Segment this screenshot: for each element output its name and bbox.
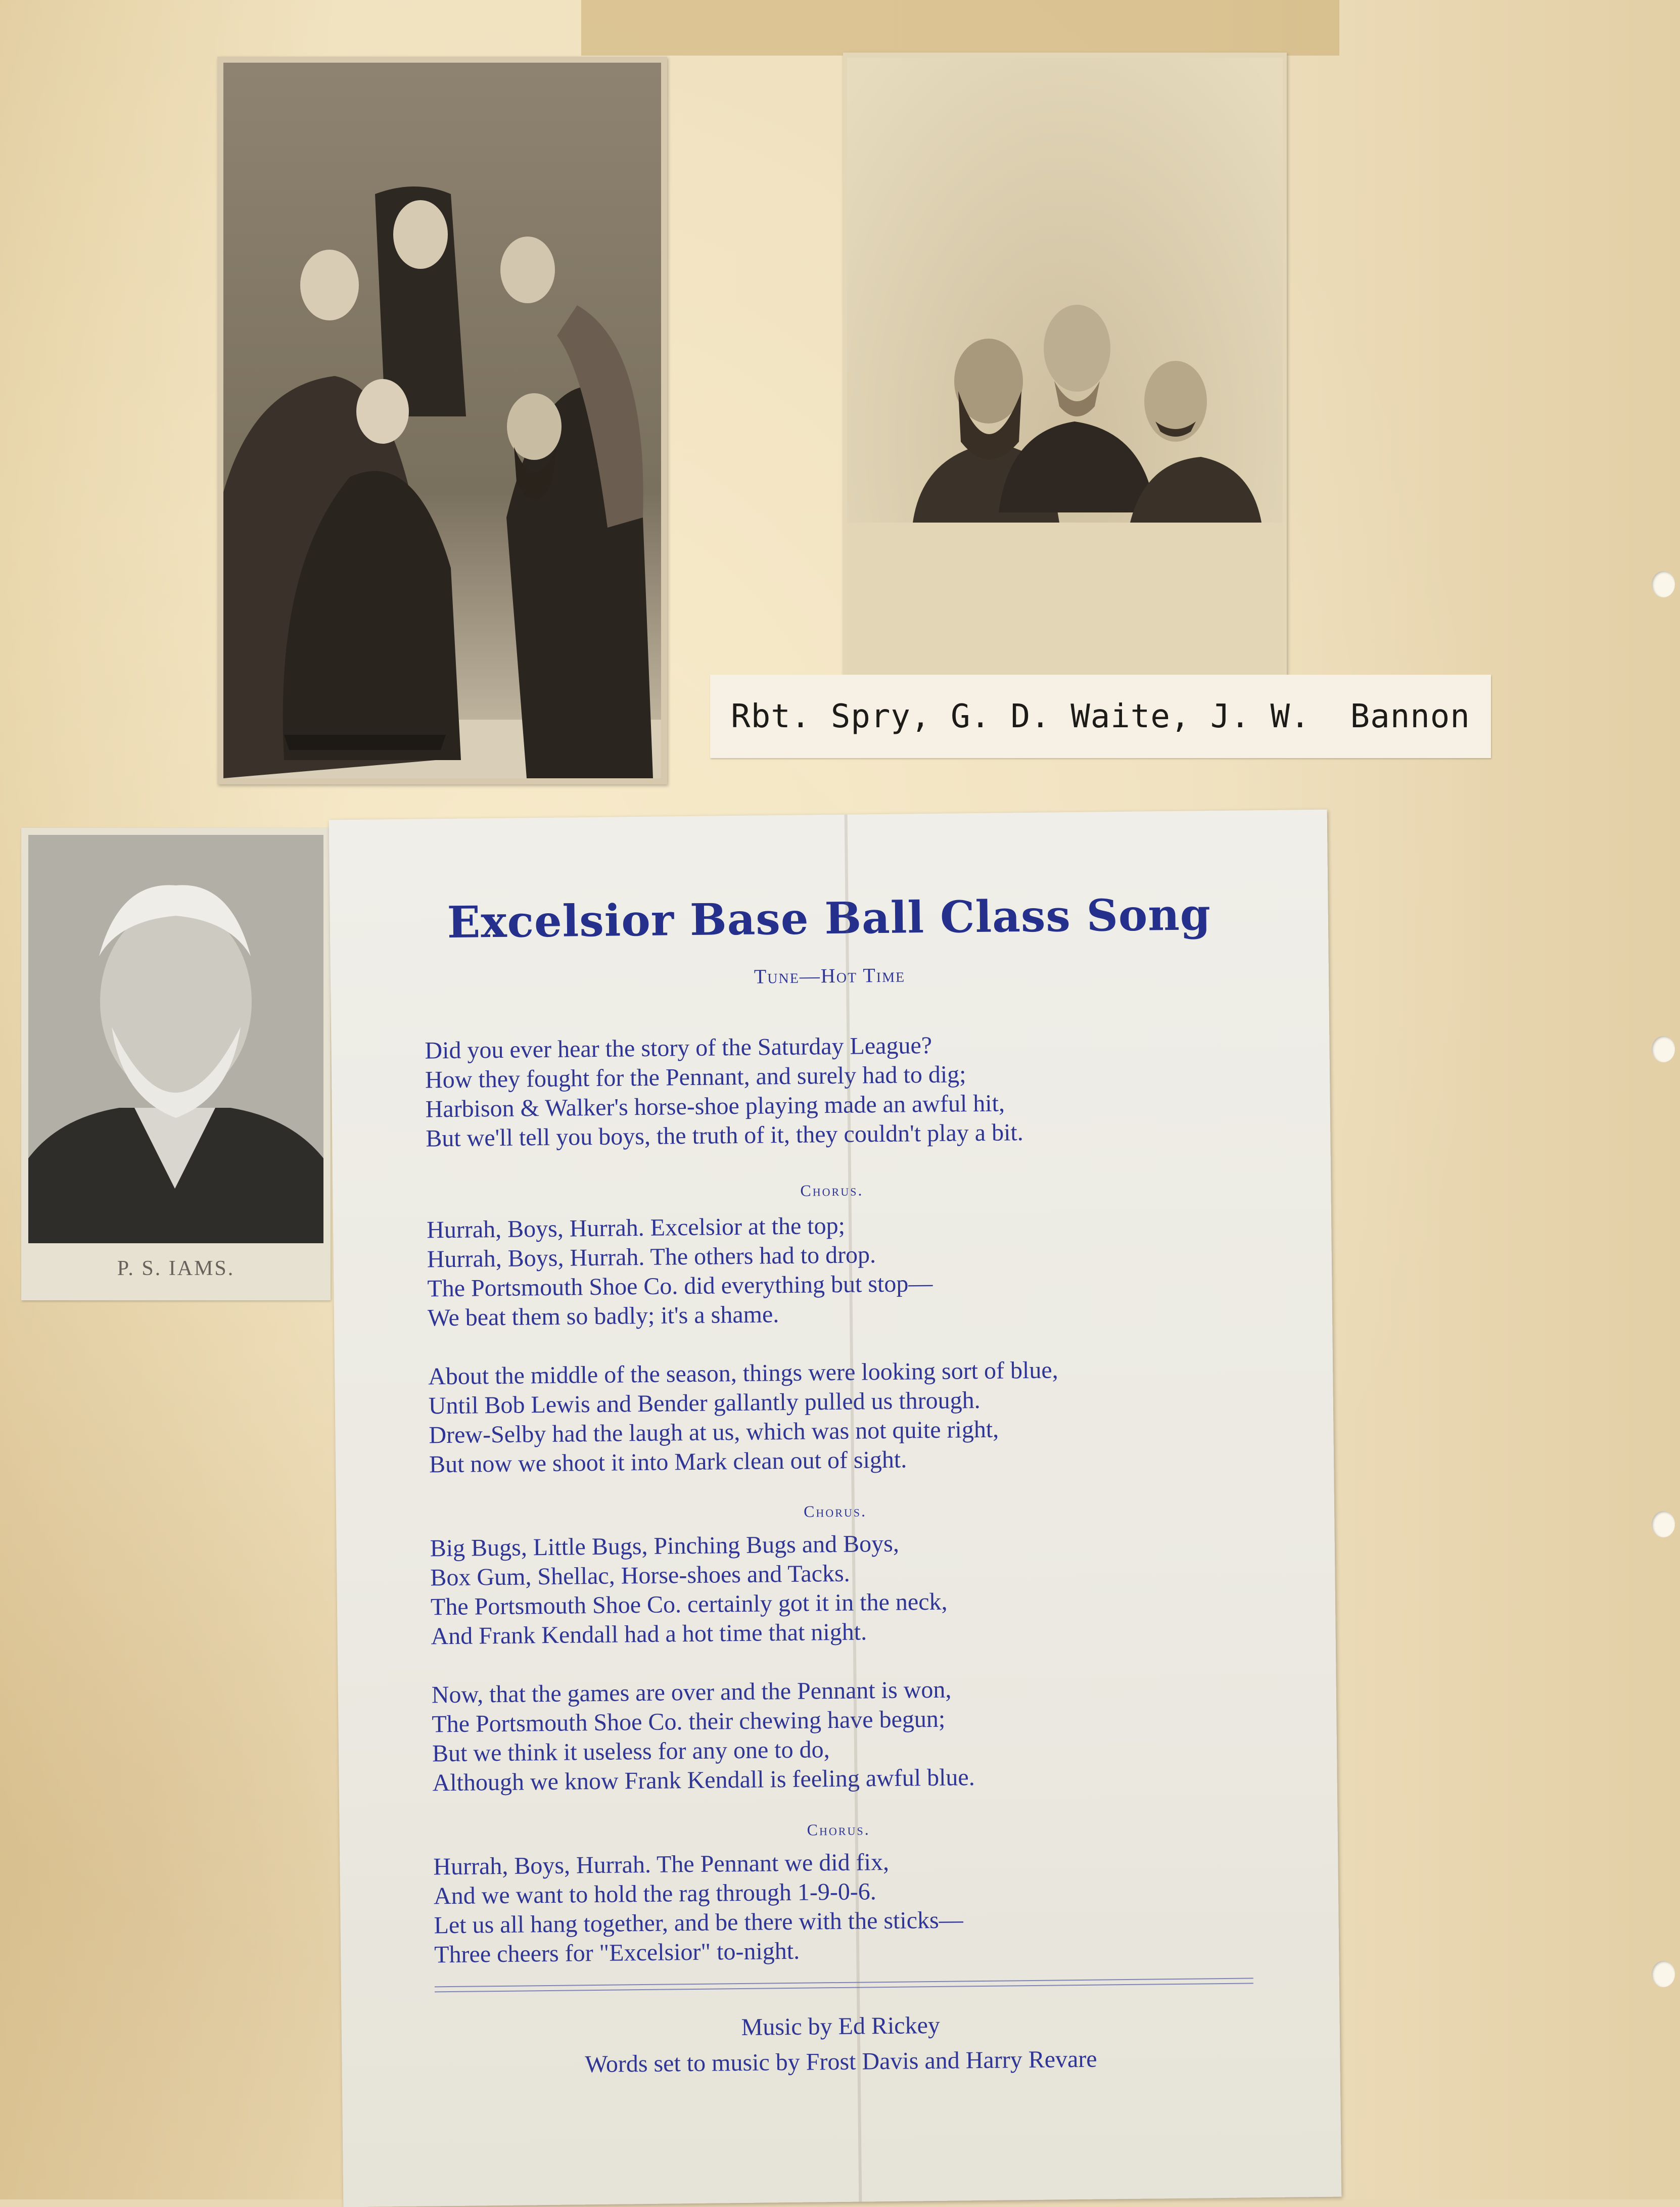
song-tune: Tune—Hot Time xyxy=(754,963,906,988)
verse-line: But we think it useless for any one to do, xyxy=(432,1736,830,1767)
words-credit: Words set to music by Frost Davis and Harry Revare xyxy=(585,2045,1097,2078)
verse-line: The Portsmouth Shoe Co. their chewing have begun; xyxy=(432,1705,946,1738)
verse-line: The Portsmouth Shoe Co. did everything but stop— xyxy=(427,1270,933,1302)
verse-line: But we'll tell you boys, the truth of it, they couldn't play a bit. xyxy=(426,1119,1023,1152)
photo-caption-text: Rbt. Spry, G. D. Waite, J. W. Bannon xyxy=(731,697,1470,735)
verse-line: Drew-Selby had the laugh at us, which was not quite right, xyxy=(429,1416,999,1449)
three-men-photo-frame xyxy=(843,53,1287,753)
portrait-caption: P. S. IAMS. xyxy=(117,1257,235,1280)
chorus-label: Chorus. xyxy=(803,1501,867,1521)
song-title: Excelsior Base Ball Class Song xyxy=(447,889,1211,948)
chorus-1 xyxy=(427,1207,1262,1333)
paper-stain xyxy=(581,0,1339,56)
portrait-clipping xyxy=(21,828,331,1300)
chorus-2 xyxy=(430,1525,1265,1651)
verse-1 xyxy=(425,1027,1259,1153)
verse-line: Let us all hang together, and be there with the sticks— xyxy=(434,1906,963,1939)
verse-line: Box Gum, Shellac, Horse-shoes and Tacks. xyxy=(430,1560,850,1591)
portrait-photo xyxy=(28,835,323,1243)
verse-line: We beat them so badly; it's a shame. xyxy=(427,1301,779,1332)
verse-line: Now, that the games are over and the Pennant is won, xyxy=(431,1676,952,1709)
double-rule xyxy=(435,1978,1253,1992)
verse-line: About the middle of the season, things were looking sort of blue, xyxy=(428,1356,1058,1390)
group-photo xyxy=(223,63,661,778)
verse-line: But now we shoot it into Mark clean out of sight. xyxy=(429,1446,907,1478)
verse-2 xyxy=(428,1353,1263,1479)
punch-hole xyxy=(1652,1961,1675,1987)
verse-line: Did you ever hear the story of the Saturday League? xyxy=(425,1031,932,1064)
verse-line: The Portsmouth Shoe Co. certainly got it in the neck, xyxy=(430,1588,948,1621)
chorus-3 xyxy=(433,1844,1268,1969)
punch-hole xyxy=(1652,571,1675,597)
three-men-photo xyxy=(847,58,1283,747)
verse-line: And we want to hold the rag through 1-9-0-6. xyxy=(433,1878,877,1910)
verse-line: And Frank Kendall had a hot time that night. xyxy=(431,1618,867,1650)
chorus-label: Chorus. xyxy=(807,1820,870,1839)
verse-line: Until Bob Lewis and Bender gallantly pulled us through. xyxy=(428,1386,981,1420)
verse-line: How they fought for the Pennant, and surely had to dig; xyxy=(425,1061,966,1094)
photo-caption-label xyxy=(710,675,1491,758)
verse-line: Hurrah, Boys, Hurrah. The Pennant we did fix, xyxy=(433,1848,890,1881)
punch-hole xyxy=(1652,1511,1675,1537)
chorus-label: Chorus. xyxy=(800,1181,864,1200)
verse-line: Harbison & Walker's horse-shoe playing made an awful hit, xyxy=(425,1090,1005,1123)
song-sheet xyxy=(329,810,1342,2207)
verse-line: Three cheers for "Excelsior" to-night. xyxy=(434,1937,800,1968)
verse-line: Hurrah, Boys, Hurrah. The others had to drop. xyxy=(427,1241,876,1273)
music-credit: Music by Ed Rickey xyxy=(741,2011,941,2041)
verse-line: Although we know Frank Kendall is feeling awful blue. xyxy=(432,1764,975,1797)
verse-3 xyxy=(432,1672,1267,1798)
verse-line: Hurrah, Boys, Hurrah. Excelsior at the top; xyxy=(426,1212,846,1244)
group-photo-frame xyxy=(217,57,667,784)
punch-hole xyxy=(1652,1036,1675,1062)
verse-line: Big Bugs, Little Bugs, Pinching Bugs and Boys, xyxy=(430,1530,900,1562)
